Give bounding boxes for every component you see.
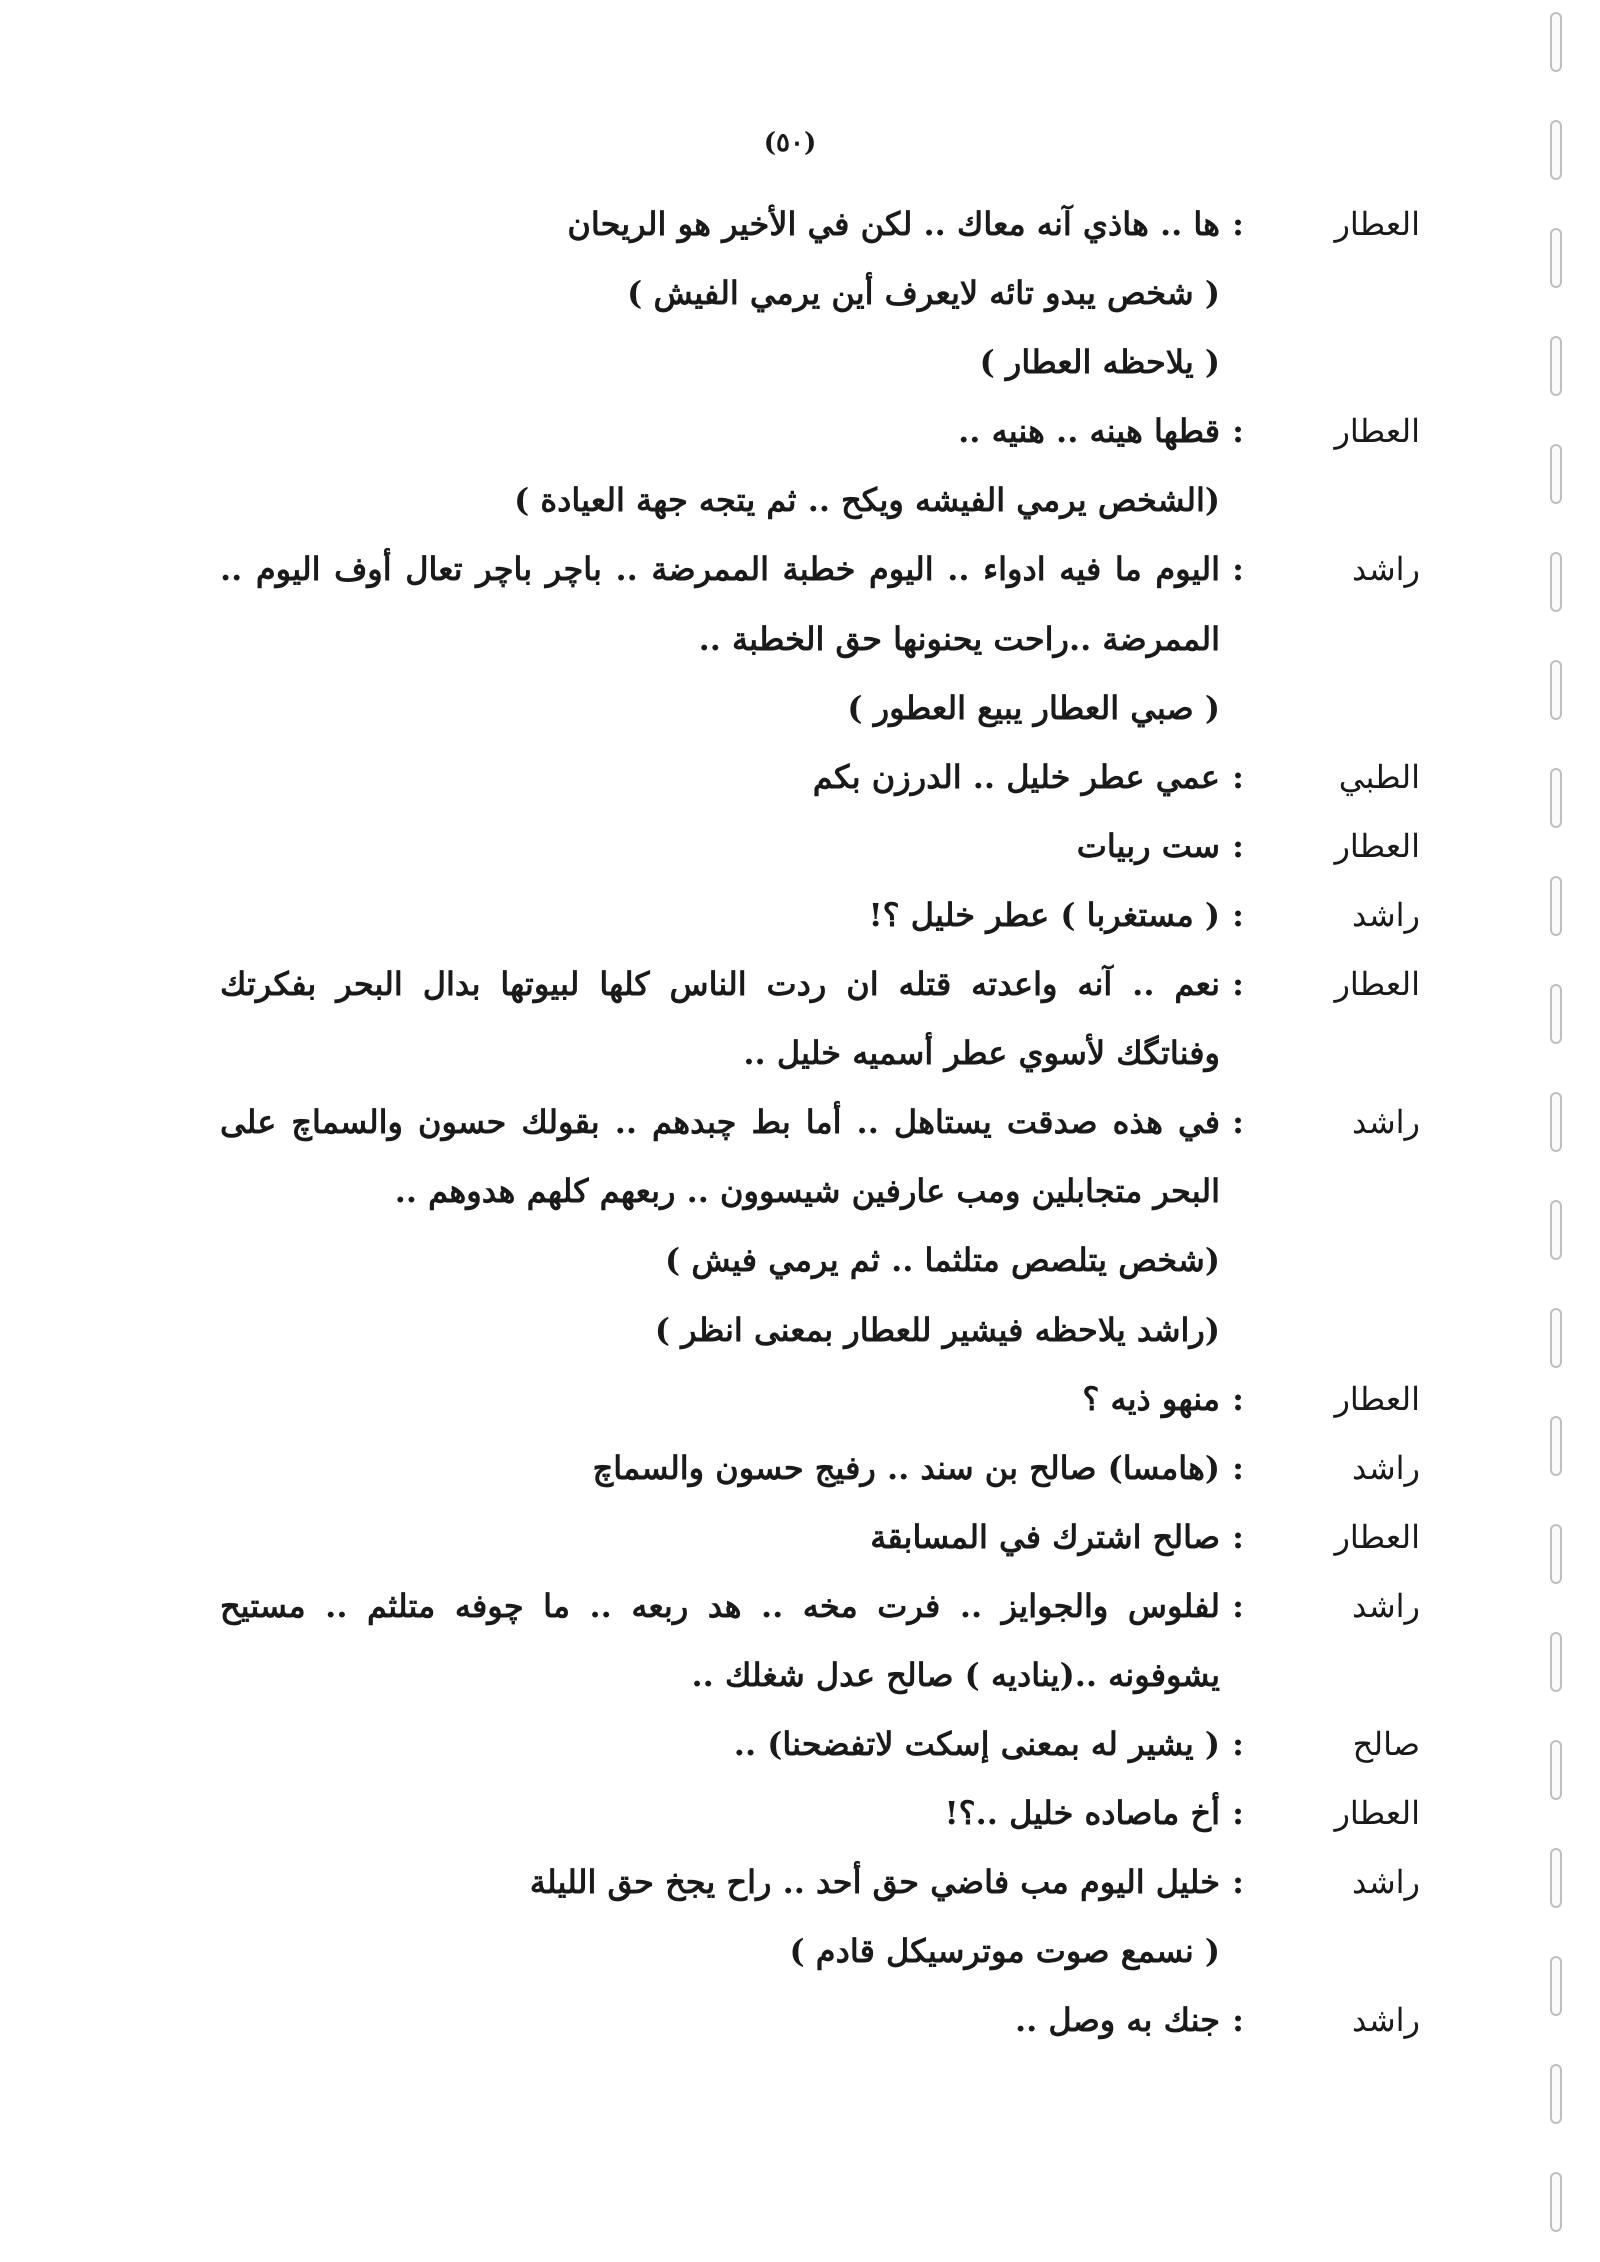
speaker-colon: :	[1232, 1517, 1244, 1556]
dialogue-line	[220, 1503, 1420, 1572]
binding-ring	[1550, 444, 1562, 504]
dialogue-line	[220, 881, 1420, 950]
stage-direction-line	[220, 259, 1420, 328]
dialogue-text: في هذه صدقت يستاهل .. أما بط چبدهم .. بقولك حسون والسماچ على	[220, 1103, 1220, 1142]
binding-ring	[1550, 120, 1562, 180]
speaker-colon: :	[1232, 205, 1244, 243]
dialogue-line	[220, 1572, 1420, 1641]
stage-direction-line	[220, 1019, 1420, 1088]
stage-direction-text: ( نسمع صوت موترسيكل قادم )	[789, 1932, 1220, 1971]
dialogue-text: ( يشير له بمعنى إسكت لاتفضحنا) ..	[733, 1725, 1220, 1764]
binding-ring	[1550, 1848, 1562, 1908]
binding-ring	[1550, 1632, 1562, 1692]
speaker-colon: :	[1232, 1863, 1244, 1902]
speaker-name: راشد	[1352, 2001, 1420, 2040]
dialogue-line	[220, 950, 1420, 1019]
speaker-colon: :	[1232, 550, 1244, 589]
dialogue-text: عمي عطر خليل .. الدرزن بكم	[812, 757, 1220, 796]
stage-direction-line	[220, 674, 1420, 743]
stage-direction-text: (شخص يتلصص متلثما .. ثم يرمي فيش )	[665, 1241, 1220, 1280]
speaker-colon: :	[1232, 412, 1244, 451]
speaker-colon: :	[1232, 1448, 1244, 1487]
speaker-colon: :	[1232, 1103, 1244, 1142]
speaker-name: راشد	[1352, 550, 1420, 589]
page-number: (٥٠)	[763, 128, 817, 158]
speaker-colon: :	[1232, 965, 1244, 1004]
dialogue-line	[220, 812, 1420, 881]
dialogue-line	[220, 1986, 1420, 2055]
speaker-name: العطار	[1334, 1517, 1420, 1556]
binding-ring	[1550, 876, 1562, 936]
binding-ring	[1550, 228, 1562, 288]
binding-ring	[1550, 768, 1562, 828]
speaker-name: الطبي	[1338, 757, 1420, 796]
dialogue-text: أخ ماصاده خليل ..؟!	[944, 1794, 1220, 1833]
dialogue-line	[220, 1365, 1420, 1434]
speaker-colon: :	[1232, 1586, 1244, 1625]
spiral-binding	[1520, 0, 1600, 2262]
script-body	[220, 190, 1420, 2056]
dialogue-text: ها .. هاذي آنه معاك .. لكن في الأخير هو الريحان	[567, 205, 1220, 243]
speaker-name: العطار	[1334, 205, 1420, 243]
dialogue-line	[220, 397, 1420, 466]
binding-ring	[1550, 1308, 1562, 1368]
dialogue-text: لفلوس والجوايز .. فرت مخه .. هد ربعه .. ما چوفه متلثم .. مستيح	[220, 1586, 1220, 1625]
stage-direction-line	[220, 1296, 1420, 1365]
stage-direction-text: ( شخص يبدو تائه لايعرف أين يرمي الفيش )	[627, 274, 1220, 313]
speaker-name: راشد	[1352, 1863, 1420, 1902]
stage-direction-line	[220, 1917, 1420, 1986]
stage-direction-line	[220, 1226, 1420, 1295]
stage-direction-text: البحر متجابلين ومب عارفين شيسوون .. ربعهم كلهم هدوهم ..	[394, 1172, 1220, 1211]
speaker-colon: :	[1232, 757, 1244, 796]
dialogue-text: نعم .. آنه واعدته قتله ان ردت الناس كلها لبيوتها بدال البحر بفكرتك	[220, 965, 1220, 1004]
speaker-colon: :	[1232, 1725, 1244, 1764]
binding-ring	[1550, 2064, 1562, 2124]
stage-direction-line	[220, 1641, 1420, 1710]
dialogue-text: خليل اليوم مب فاضي حق أحد .. راح يجخ حق الليلة	[529, 1863, 1220, 1902]
dialogue-line	[220, 1434, 1420, 1503]
dialogue-text: جنك به وصل ..	[1014, 2001, 1220, 2040]
dialogue-text: (هامسا) صالح بن سند .. رفيج حسون والسماچ	[592, 1448, 1220, 1487]
stage-direction-text: وفناتگك لأسوي عطر أسميه خليل ..	[743, 1034, 1220, 1073]
speaker-colon: :	[1232, 895, 1244, 934]
speaker-colon: :	[1232, 826, 1244, 865]
binding-ring	[1550, 12, 1562, 72]
dialogue-line	[220, 1779, 1420, 1848]
binding-ring	[1550, 1740, 1562, 1800]
stage-direction-text: الممرضة ..راحت يحنونها حق الخطبة ..	[698, 619, 1220, 658]
speaker-name: العطار	[1334, 826, 1420, 865]
stage-direction-line	[220, 466, 1420, 535]
speaker-name: العطار	[1334, 412, 1420, 451]
stage-direction-line	[220, 1157, 1420, 1226]
stage-direction-line	[220, 328, 1420, 397]
stage-direction-text: ( يلاحظه العطار )	[979, 343, 1220, 382]
dialogue-line	[220, 1088, 1420, 1157]
stage-direction-text: (الشخص يرمي الفيشه ويكح .. ثم يتجه جهة العيادة )	[514, 481, 1220, 520]
binding-ring	[1550, 660, 1562, 720]
speaker-colon: :	[1232, 1379, 1244, 1418]
stage-direction-line	[220, 605, 1420, 674]
dialogue-text: منهو ذيه ؟	[1082, 1379, 1220, 1418]
speaker-name: العطار	[1334, 965, 1420, 1004]
speaker-colon: :	[1232, 1794, 1244, 1833]
binding-ring	[1550, 1416, 1562, 1476]
stage-direction-text: يشوفونه ..(يناديه ) صالح عدل شغلك ..	[691, 1655, 1220, 1694]
speaker-name: راشد	[1352, 1448, 1420, 1487]
dialogue-line	[220, 1848, 1420, 1917]
dialogue-line	[220, 190, 1420, 259]
speaker-name: راشد	[1352, 1103, 1420, 1142]
dialogue-text: صالح اشترك في المسابقة	[870, 1517, 1220, 1556]
binding-ring	[1550, 336, 1562, 396]
binding-ring	[1550, 984, 1562, 1044]
speaker-name: العطار	[1334, 1379, 1420, 1418]
speaker-colon: :	[1232, 2001, 1244, 2040]
binding-ring	[1550, 1200, 1562, 1260]
binding-ring	[1550, 1092, 1562, 1152]
stage-direction-text: ( صبي العطار يبيع العطور )	[847, 688, 1220, 727]
binding-ring	[1550, 552, 1562, 612]
binding-ring	[1550, 1524, 1562, 1584]
binding-ring	[1550, 2172, 1562, 2232]
dialogue-text: ست ربيات	[1076, 826, 1220, 865]
stage-direction-text: (راشد يلاحظه فيشير للعطار بمعنى انظر )	[654, 1310, 1220, 1349]
dialogue-text: ( مستغربا ) عطر خليل ؟!	[868, 895, 1220, 934]
dialogue-text: اليوم ما فيه ادواء .. اليوم خطبة الممرضة .. باچر باچر تعال أوف اليوم ..	[220, 550, 1220, 589]
speaker-name: راشد	[1352, 1586, 1420, 1625]
speaker-name: راشد	[1352, 895, 1420, 934]
dialogue-line	[220, 743, 1420, 812]
speaker-name: العطار	[1334, 1794, 1420, 1833]
dialogue-text: قطها هينه .. هنيه ..	[958, 412, 1220, 451]
dialogue-line	[220, 535, 1420, 604]
speaker-name: صالح	[1352, 1725, 1420, 1764]
binding-ring	[1550, 1956, 1562, 2016]
dialogue-line	[220, 1710, 1420, 1779]
